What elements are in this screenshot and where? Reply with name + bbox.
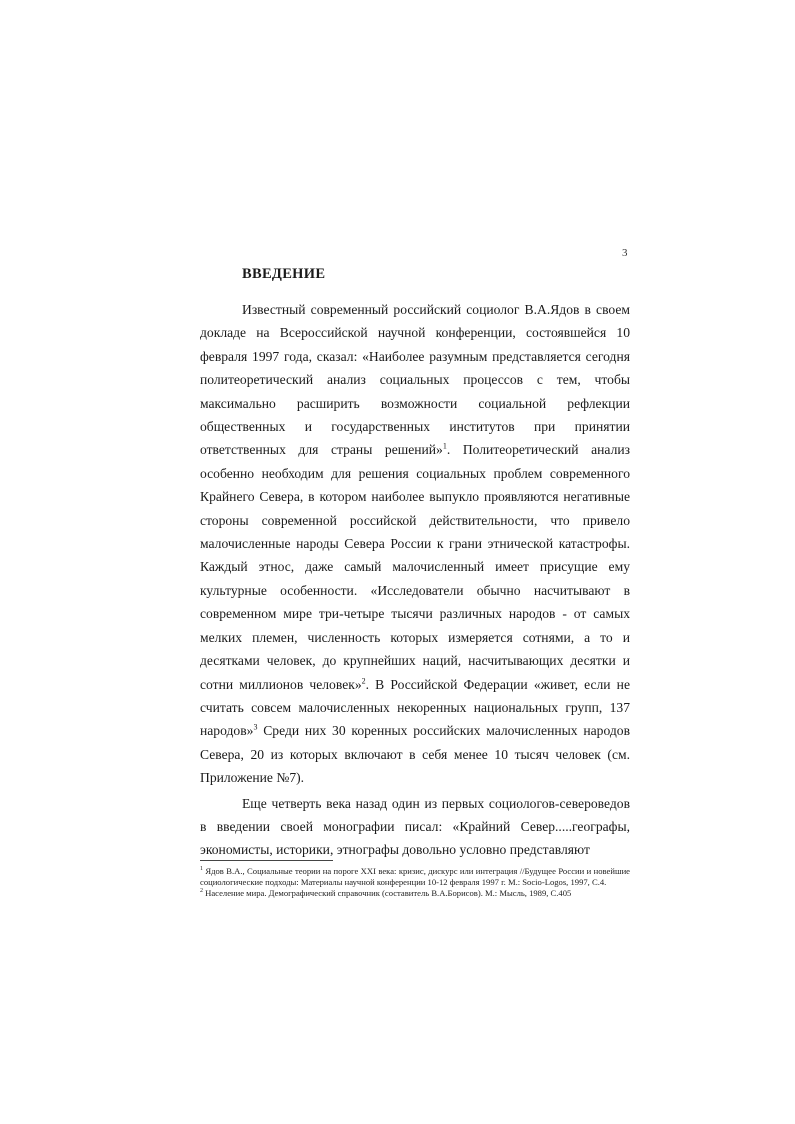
page-number: 3 [622, 247, 628, 259]
paragraph-1-part-b: . Политеоретический анализ особенно необходим для решения социальных проблем современного Крайнего Севера, в котором наиболее выпукло проявляются негативные стороны современной российской действительности, что привело малочисленные народы Севера России к грани этнической катастрофы. Каждый этнос, даже самый малочисленный имеет присущие ему культурные особенности. «Исследователи обычно насчитывают в современном мире три-четыре тысячи различных народов - от самых мелких племен, численность которых измеряется сотнями, а то и десятками человек, до крупнейших наций, насчитывающих десятки и сотни миллионов человек» [200, 442, 630, 692]
footnote-1-number: 1 [200, 866, 203, 873]
paragraph-1-part-d: Среди них 30 коренных российских малочисленных народов Севера, 20 из которых включают в себя менее 10 тысяч человек (см. Приложение №7). [200, 723, 630, 786]
footnote-2-text: Население мира. Демографический справочник (составитель В.А.Борисов). М.: Мысль, 1989, С.405 [203, 888, 572, 899]
footnote-2-number: 2 [200, 888, 203, 895]
footnote-1-text: Ядов В.А., Социальные теории на пороге XXI века: кризис, дискурс или интеграция //Будущее России и новейшие социологические подходы: Материалы научной конференции 10-12 февраля 1997 г. М.: Socio-Logos, 1997, С.4. [200, 866, 630, 887]
footnotes [200, 866, 630, 900]
body-text [200, 298, 630, 862]
paragraph-1-part-c: . В Российской Федерации «живет, если не считать совсем малочисленных некоренных национальных групп, 137 народов» [200, 676, 630, 739]
footnote-ref-1: 1 [442, 441, 447, 451]
paragraph-1-part-a: Известный современный российский социолог В.А.Ядов в своем докладе на Всероссийской научной конференции, состоявшейся 10 февраля 1997 года, сказал: «Наиболее разумным представляется сегодня политеоретический анализ социальных процессов с тем, чтобы максимально расширить возможности социальной рефлекции общественных и государственных институтов при принятии ответственных для страны решений» [200, 302, 630, 458]
paragraph-1 [200, 298, 630, 790]
footnote-1 [200, 866, 630, 887]
footnote-ref-3: 3 [253, 722, 258, 732]
footnote-divider [200, 860, 333, 861]
footnote-2 [200, 888, 630, 899]
paragraph-2: Еще четверть века назад один из первых социологов-североведов в введении своей монографии писал: «Крайний Север.....географы, экономисты, историки, этнографы довольно условно представляют [200, 795, 630, 858]
footnote-ref-2: 2 [361, 675, 366, 685]
page-title: ВВЕДЕНИЕ [242, 266, 326, 282]
